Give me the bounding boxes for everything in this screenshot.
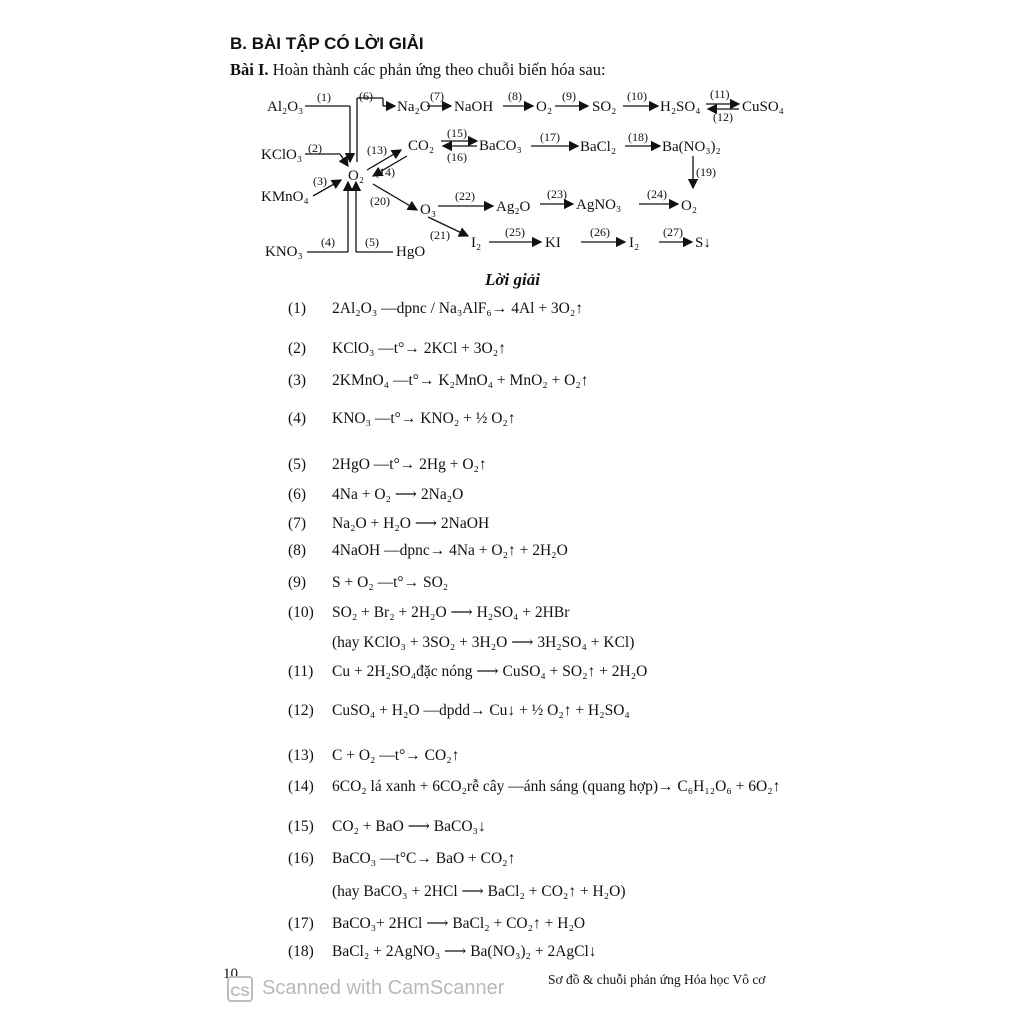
reaction-number: (11) <box>288 662 314 680</box>
reaction-number: (15) <box>288 817 314 835</box>
reaction-number: (2) <box>288 340 307 357</box>
reaction-equation: (hay KClO₃ + 3SO₂ + 3H₂O ⟶ 3H₂SO₄ + KCl) <box>332 634 635 651</box>
reaction-number: (8) <box>288 542 307 559</box>
reaction-equation: 2Al₂O₃ —dpnc / Na₃AlF₆→ 4Al + 3O₂↑ <box>332 300 584 317</box>
node-BaCO3: BaCO₃ <box>479 138 522 154</box>
node-Al2O3: Al₂O₃ <box>267 99 304 115</box>
reaction-line <box>288 514 489 533</box>
reaction-equation: BaCO₃ —t°C→ BaO + CO₂↑ <box>332 850 516 867</box>
label-14: (14) <box>375 165 395 179</box>
reaction-line <box>288 702 630 720</box>
reaction-number: (9) <box>288 574 307 591</box>
label-5: (5) <box>365 235 379 249</box>
reaction-equation: CO₂ + BaO ⟶ BaCO₃↓ <box>332 818 486 835</box>
label-18: (18) <box>628 130 648 144</box>
label-1: (1) <box>317 90 331 104</box>
reaction-equation: S + O₂ —t°→ SO₂ <box>332 574 449 591</box>
reaction-line <box>288 300 583 318</box>
reaction-line <box>288 914 585 933</box>
node-O3: O₃ <box>420 202 437 218</box>
node-CO2: CO₂ <box>408 138 435 154</box>
node-BaNO32: Ba(NO₃)₂ <box>662 139 721 155</box>
node-KI: KI <box>545 235 561 251</box>
label-25: (25) <box>505 225 525 239</box>
reaction-line <box>288 850 515 868</box>
node-KNO3: KNO₃ <box>265 244 303 260</box>
reaction-number: (18) <box>288 942 314 960</box>
node-NaOH: NaOH <box>454 99 494 115</box>
node-I2-b: I₂ <box>629 235 640 251</box>
reaction-line <box>288 942 597 961</box>
reaction-line <box>288 456 487 474</box>
label-21: (21) <box>430 228 450 242</box>
reaction-number: (3) <box>288 372 307 389</box>
problem-label: Bài I. <box>230 60 269 79</box>
arrow-2 <box>340 154 348 166</box>
reaction-equation: Na₂O + H₂O ⟶ 2NaOH <box>332 515 490 532</box>
reaction-line <box>288 633 634 652</box>
label-22: (22) <box>455 189 475 203</box>
label-3: (3) <box>313 174 327 188</box>
reaction-number: (5) <box>288 456 307 473</box>
label-12: (12) <box>713 110 733 124</box>
label-27: (27) <box>663 225 683 239</box>
reaction-equation: 4Na + O₂ ⟶ 2Na₂O <box>332 486 464 503</box>
label-16: (16) <box>447 150 467 164</box>
reaction-equation: KClO₃ —t°→ 2KCl + 3O₂↑ <box>332 340 506 357</box>
node-Na2O: Na₂O <box>397 99 431 115</box>
reaction-number: (14) <box>288 778 314 795</box>
reaction-line <box>288 662 647 681</box>
page-number: 10 <box>223 966 238 982</box>
reaction-number: (6) <box>288 485 307 503</box>
reaction-number: (1) <box>288 300 307 317</box>
reaction-number: (17) <box>288 914 314 932</box>
reaction-line <box>288 778 780 796</box>
reaction-number: (12) <box>288 702 314 719</box>
node-AgNO3: AgNO₃ <box>576 197 622 213</box>
reaction-number: (13) <box>288 747 314 764</box>
reaction-line <box>288 574 448 592</box>
label-10: (10) <box>627 89 647 103</box>
reaction-line <box>288 817 486 836</box>
node-Ag2O: Ag₂O <box>496 199 531 215</box>
node-HgO: HgO <box>396 244 426 260</box>
reaction-equation: 4NaOH —dpnc→ 4Na + O₂↑ + 2H₂O <box>332 542 568 559</box>
label-7: (7) <box>430 89 444 103</box>
label-17: (17) <box>540 130 560 144</box>
label-9: (9) <box>562 89 576 103</box>
reaction-equation: 2HgO —t°→ 2Hg + O₂↑ <box>332 456 487 473</box>
reaction-equation: 2KMnO₄ —t°→ K₂MnO₄ + MnO₂ + O₂↑ <box>332 372 589 389</box>
reaction-line <box>288 747 459 765</box>
reaction-equation: BaCO₃+ 2HCl ⟶ BaCl₂ + CO₂↑ + H₂O <box>332 915 586 932</box>
label-24: (24) <box>647 187 667 201</box>
reaction-equation: SO₂ + Br₂ + 2H₂O ⟶ H₂SO₄ + 2HBr <box>332 604 570 621</box>
label-15: (15) <box>447 126 467 140</box>
scanner-watermark: Scanned with CamScanner <box>262 977 505 999</box>
reaction-line <box>288 372 589 390</box>
node-O2-top: O₂ <box>536 99 553 115</box>
label-2: (2) <box>308 141 322 155</box>
node-KClO3: KClO₃ <box>261 147 303 163</box>
node-S: S↓ <box>695 235 711 251</box>
section-heading: B. BÀI TẬP CÓ LỜI GIẢI <box>230 34 424 53</box>
node-O2-center: O₂ <box>348 168 365 184</box>
label-13: (13) <box>367 143 387 157</box>
node-KMnO4: KMnO₄ <box>261 189 309 205</box>
node-I2-a: I₂ <box>471 235 482 251</box>
book-title: Sơ đồ & chuỗi phản ứng Hóa học Vô cơ <box>548 972 766 987</box>
reaction-number: (4) <box>288 410 307 427</box>
solution-title: Lời giải <box>485 270 540 289</box>
label-4: (4) <box>321 235 335 249</box>
label-26: (26) <box>590 225 610 239</box>
label-23: (23) <box>547 187 567 201</box>
node-SO2: SO₂ <box>592 99 617 115</box>
reaction-equation: C + O₂ —t°→ CO₂↑ <box>332 747 460 764</box>
problem-text: Hoàn thành các phản ứng theo chuỗi biến hóa sau: <box>272 60 606 79</box>
camscanner-logo-icon: CS <box>227 976 253 1002</box>
reaction-number: (10) <box>288 603 314 621</box>
node-BaCl2: BaCl₂ <box>580 139 617 155</box>
reaction-equation: 6CO₂ lá xanh + 6CO₂rễ cây —ánh sáng (quang hợp)→ C₆H₁₂O₆ + 6O₂↑ <box>332 778 781 795</box>
reaction-line <box>288 882 626 901</box>
label-8: (8) <box>508 89 522 103</box>
reaction-chain-diagram <box>255 84 815 269</box>
node-CuSO4: CuSO₄ <box>742 99 784 115</box>
reaction-number: (7) <box>288 514 307 532</box>
node-H2SO4: H₂SO₄ <box>660 99 701 115</box>
reaction-line <box>288 485 463 504</box>
problem-statement <box>230 60 606 80</box>
reaction-line <box>288 410 516 428</box>
reaction-equation: BaCl₂ + 2AgNO₃ ⟶ Ba(NO₃)₂ + 2AgCl↓ <box>332 943 597 960</box>
label-11: (11) <box>710 87 730 101</box>
reaction-line <box>288 603 569 622</box>
reaction-line <box>288 542 568 560</box>
label-6: (6) <box>359 89 373 103</box>
label-19: (19) <box>696 165 716 179</box>
label-20: (20) <box>370 194 390 208</box>
reaction-equation: (hay BaCO₃ + 2HCl ⟶ BaCl₂ + CO₂↑ + H₂O) <box>332 883 626 900</box>
reaction-equation: Cu + 2H₂SO₄đặc nóng ⟶ CuSO₄ + SO₂↑ + 2H₂O <box>332 663 648 680</box>
node-O2-right: O₂ <box>681 198 698 214</box>
reaction-equation: CuSO₄ + H₂O —dpdd→ Cu↓ + ½ O₂↑ + H₂SO₄ <box>332 702 630 719</box>
reaction-number: (16) <box>288 850 314 867</box>
reaction-line <box>288 340 506 358</box>
reaction-equation: KNO₃ —t°→ KNO₂ + ½ O₂↑ <box>332 410 516 427</box>
